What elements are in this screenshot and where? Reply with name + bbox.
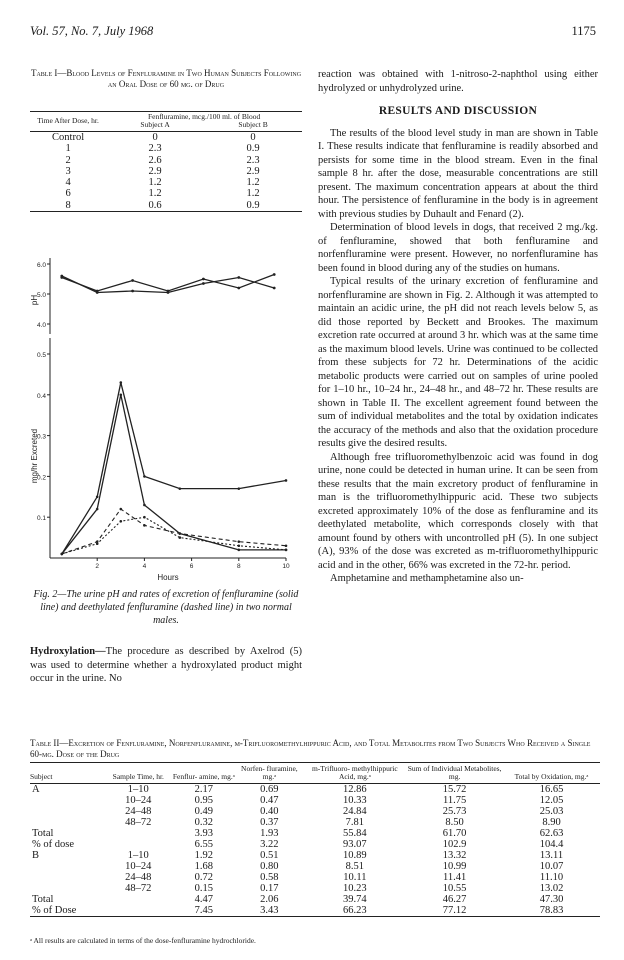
table2-cell: 24–48 — [125, 872, 152, 883]
table2-cell: 16.65 — [539, 784, 564, 795]
table1-cell: Control — [52, 132, 85, 143]
excretion-data-point — [179, 532, 182, 535]
table2-cell: 11.10 — [539, 872, 564, 883]
table2-header: Norfen- fluramine, mg.ᵃ — [235, 763, 303, 784]
table2-cell: 0.95 — [194, 795, 214, 806]
table1 — [30, 111, 302, 212]
ph-data-point — [202, 282, 205, 285]
ph-data-point — [237, 276, 240, 279]
table2-cell: 61.70 — [442, 828, 467, 839]
table1-cell: 1.2 — [148, 188, 162, 200]
table1-body — [30, 132, 302, 212]
table2-row — [30, 894, 600, 905]
table2-cell: 0.15 — [194, 883, 214, 894]
table2-cell: 12.86 — [343, 784, 367, 795]
table2-cell: 48–72 — [125, 883, 152, 894]
ph-data-point — [131, 290, 134, 293]
table2-row — [30, 784, 600, 796]
table2-cell: 2.06 — [260, 894, 279, 905]
paragraph-1: The results of the blood level study in man are shown in Table I. These results indicate that fenfluramine is readily absorbed and persists for some time in the blood stream. Even in the final sample 8 hr. after the dose, measurable concentrations are still present. The maximum concentration appears at about the third hour. The persistence of fenfluramine in the body is in agreement with previous studies by Duhault and Fenard (2). — [318, 127, 598, 220]
table1-cell: 0.9 — [246, 143, 260, 155]
figure-caption: Fig. 2—The urine pH and rates of excretion of fenfluramine (solid line) and deethylated fenfluramine (dashed line) in two normal males. — [33, 589, 299, 626]
ph-data-point — [96, 291, 99, 294]
ph-data-point — [202, 278, 205, 281]
table2-cell: 0.49 — [194, 806, 214, 817]
table1-cell: 1.2 — [148, 177, 162, 189]
table1-cell: 6 — [65, 188, 71, 200]
table2-row — [30, 905, 600, 916]
paragraph-0: reaction was obtained with 1-nitroso-2-naphthol using either hydrolyzed or unhydrolyzed urine. — [318, 69, 598, 94]
table2-cell — [104, 828, 172, 839]
table2-cell — [30, 795, 104, 806]
table2-cell: 1.68 — [194, 861, 214, 872]
excretion-data-point — [285, 544, 288, 547]
table2-cell — [30, 861, 104, 872]
paragraph-4: Although free trifluoromethylbenzoic acid was found in dog urine, none could be detected in human urine. It can be seen from these results that the main excretory product of fenfluramine in man is the trifluoromethylhippuric acid. These two subjects excreted approximately 10% of the dose as fenfluramine and its deethylated metabolite, which corresponds closely with that amount found by others with uncontrolled pH (5). In one subject (A), 93% of the dose was excreted as m-trifluoromethylhippuric acid and in the other, 66% was excreted in the 72-hr. period. — [318, 451, 598, 571]
excretion-data-point — [238, 549, 241, 552]
table2-cell: 10.23 — [343, 883, 367, 894]
right-column — [318, 68, 598, 586]
ph-series-line — [62, 275, 274, 292]
table2-cell: 11.41 — [442, 872, 467, 883]
table2-cell: 10.99 — [442, 861, 467, 872]
left-body-paragraph: Hydroxylation—The procedure as described by Axelrod (5) was used to determine whether a hydroxylated product might occur in the urine. No — [30, 646, 302, 684]
table2-cell — [104, 894, 172, 905]
table2-cell: 10.11 — [343, 872, 367, 883]
table1-row — [30, 200, 302, 211]
table1-cell: 8 — [65, 199, 71, 211]
table2-cell: 0.32 — [194, 817, 214, 828]
excretion-x-tick-label: 2 — [95, 563, 100, 570]
excretion-data-point — [179, 487, 182, 490]
excretion-y-tick-label: 0.2 — [36, 474, 46, 482]
table2-cell: 25.73 — [442, 806, 467, 817]
table2-caption: Table II—Excretion of Fenfluramine, Norfenfluramine, m-Trifluoromethylhippuric Acid, and Total Metabolites from Two Subjects Who Received a Single 60-mg. Dose of the Drug — [30, 738, 591, 759]
ph-y-tick-label: 6.0 — [36, 262, 46, 269]
ph-chart — [30, 258, 276, 334]
table2-row — [30, 872, 600, 883]
table1-cell: 0 — [250, 132, 256, 143]
table2-cell: 8.50 — [445, 817, 464, 828]
table2-cell: 1.93 — [260, 828, 279, 839]
table2-row — [30, 806, 600, 817]
paragraph-2: Determination of blood levels in dogs, that received 2 mg./kg. of fenfluramine, showed that both fenfluramine and norfenfluramine were present. However, no norfenfluramine has been found in blood during any of the studies on humans. — [318, 222, 598, 274]
table2-cell: 4.47 — [194, 894, 214, 905]
excretion-data-point — [120, 381, 123, 384]
table2-header: Subject — [30, 763, 104, 784]
table2-row — [30, 828, 600, 839]
table2-cell: 10–24 — [125, 795, 152, 806]
running-header-left: Vol. 57, No. 7, July 1968 — [30, 24, 154, 38]
ph-data-point — [167, 291, 170, 294]
excretion-x-tick-label: 8 — [236, 563, 241, 570]
table2 — [30, 762, 600, 917]
excretion-x-tick-label: 4 — [142, 563, 147, 570]
table1-cell: 1.2 — [246, 177, 260, 189]
table2-row — [30, 817, 600, 828]
excretion-y-tick-label: 0.1 — [36, 515, 46, 523]
table2-cell: 10.55 — [442, 883, 467, 894]
excretion-data-point — [143, 504, 146, 507]
excretion-data-point — [238, 544, 241, 547]
paragraph-3: Typical results of the urinary excretion of fenfluramine and norfenfluramine are shown in Fig. 2. Although it was attempted to maintain an acidic urine, the pH did not reach levels below 5, as did those reported by Beckett and Brookes. The maximum excretion rate occurred at around 3 hr. which was at the same time as the maximum blood levels. Urine was continued to be collected from these subjects for 72 hr. Determinations of the acidic metabolic products were carried out on samples of urine pooled for 1–10 hr., 10–24 hr., 24–48 hr., and 48–72 hr. These results are shown in Table II. The excellent agreement found between the sum of individual metabolites and the total by oxidation indicates the accuracy of the methods and also that the oxidation procedure results give the desired results. — [318, 276, 598, 449]
table2-cell: 0.37 — [260, 817, 279, 828]
table2-row — [30, 883, 600, 894]
table1-cell: 0 — [152, 132, 158, 143]
table1-group-header: Fenfluramine, mcg./100 ml. of Blood Subject A Subject B — [106, 112, 302, 132]
table2-cell: 0.40 — [260, 806, 279, 817]
table1-row — [30, 177, 302, 188]
table1-row — [30, 166, 302, 177]
excretion-data-point — [96, 496, 99, 499]
excretion-data-point — [120, 520, 123, 523]
table2-cell: 11.75 — [442, 795, 467, 806]
ph-data-point — [273, 287, 276, 290]
table2-cell: 3.43 — [260, 905, 279, 916]
table2-cell: 48–72 — [125, 817, 152, 828]
table2-cell: % of dose — [32, 839, 74, 850]
excretion-data-point — [96, 542, 99, 545]
table2-cell: 13.02 — [539, 883, 564, 894]
table2-cell: 1–10 — [127, 784, 149, 795]
ph-data-point — [237, 287, 240, 290]
table2-cell: 2.17 — [194, 784, 214, 795]
table2-cell: 0.69 — [260, 784, 279, 795]
figure-2 — [30, 252, 302, 582]
excretion-data-point — [238, 540, 241, 543]
table2-row — [30, 839, 600, 850]
excretion-y-tick-label: 0.3 — [36, 433, 46, 441]
excretion-y-tick-label: 0.4 — [36, 392, 46, 400]
table2-cell: 8.51 — [345, 861, 365, 872]
table1-subject-b: Subject B — [238, 120, 268, 129]
table2-cell: 7.45 — [194, 905, 214, 916]
table1-cell: 1 — [65, 143, 71, 155]
excretion-data-point — [120, 508, 123, 511]
table1-cell: 2.3 — [148, 143, 162, 155]
table1-row — [30, 155, 302, 166]
table2-cell: 77.12 — [442, 905, 467, 916]
table2-cell — [104, 839, 172, 850]
table2-body — [30, 784, 600, 917]
table1-cell: 2.9 — [148, 165, 162, 177]
section-heading: RESULTS AND DISCUSSION — [378, 105, 538, 117]
excretion-data-point — [285, 549, 288, 552]
ph-data-point — [60, 275, 63, 278]
table2-cell: 0.17 — [260, 883, 279, 894]
ph-y-tick-label: 5.0 — [36, 292, 46, 299]
table2-header: Fenflur- amine, mg.ᵃ — [172, 763, 235, 784]
table2-cell: 62.63 — [539, 828, 564, 839]
paragraph-5: Amphetamine and methamphetamine also un- — [330, 573, 524, 584]
excretion-y-tick-label: 0.5 — [36, 352, 46, 359]
table2-cell: 7.81 — [345, 817, 365, 828]
excretion-x-label: Hours — [157, 573, 179, 582]
table1-row — [30, 132, 302, 144]
excretion-data-point — [143, 475, 146, 478]
table2-header: Sum of Individual Metabolites, mg. — [406, 763, 503, 784]
table2-header-row — [30, 763, 600, 784]
table2-cell: 39.74 — [343, 894, 367, 905]
excretion-series-line — [62, 509, 286, 554]
table2-cell: 10.89 — [343, 850, 367, 861]
table2-cell: 0.47 — [260, 795, 279, 806]
table2-cell: % of Dose — [32, 905, 77, 916]
excretion-x-tick-label: 6 — [189, 563, 194, 570]
table2-cell: 93.07 — [343, 839, 367, 850]
table2-cell: 10–24 — [125, 861, 152, 872]
table2-cell: 6.55 — [194, 839, 214, 850]
excretion-chart — [30, 338, 290, 582]
page-number: 1175 — [571, 24, 596, 38]
excretion-data-point — [238, 487, 241, 490]
ph-y-tick-label: 4.0 — [36, 322, 46, 329]
table2-cell: 104.4 — [539, 839, 564, 850]
excretion-data-point — [143, 524, 146, 527]
table2-cell: Total — [32, 828, 54, 839]
table2-cell: 46.27 — [442, 894, 467, 905]
table2-cell — [30, 817, 104, 828]
table1-caption: Table I—Blood Levels of Fenfluramine in Two Human Subjects Following an Oral Dose of 60 mg. of Drug — [30, 68, 302, 89]
table2-row — [30, 861, 600, 872]
table1-cell: 2.9 — [246, 165, 260, 177]
excretion-data-point — [96, 508, 99, 511]
table1-cell: 4 — [65, 177, 71, 189]
table1-cell: 2.3 — [246, 154, 260, 166]
excretion-data-point — [61, 553, 64, 556]
table2-cell: 3.22 — [260, 839, 279, 850]
table2-cell — [104, 905, 172, 916]
table1-col-time: Time After Dose, hr. — [30, 112, 106, 132]
excretion-x-tick-label: 10 — [282, 563, 290, 570]
table2-cell: 78.83 — [539, 905, 564, 916]
ph-data-point — [131, 279, 134, 282]
table2-cell — [30, 806, 104, 817]
excretion-y-label: mg/hr Excreted — [30, 428, 39, 484]
table2-cell: 12.05 — [539, 795, 564, 806]
table2-header: Total by Oxidation, mg.ᵃ — [503, 763, 600, 784]
excretion-data-point — [285, 479, 288, 482]
table2-cell: 0.80 — [260, 861, 279, 872]
excretion-data-point — [179, 536, 182, 539]
ph-y-label: pH — [30, 294, 39, 306]
table2-cell: 102.9 — [442, 839, 467, 850]
excretion-series-line — [62, 395, 286, 554]
table2-cell: Total — [32, 894, 54, 905]
table1-cell: 2.6 — [148, 154, 162, 166]
table1-cell: 1.2 — [246, 188, 260, 200]
table2-row — [30, 795, 600, 806]
table2-cell: 8.90 — [542, 817, 561, 828]
table2-row — [30, 850, 600, 861]
table1-cell: 0.6 — [148, 199, 162, 211]
table1-row — [30, 188, 302, 199]
table2-header: m-Trifluoro- methylhippuric Acid, mg.ᵃ — [304, 763, 407, 784]
table2-cell: 15.72 — [442, 784, 467, 795]
table2-cell: 66.23 — [343, 905, 367, 916]
table2-footnote: ᵃ All results are calculated in terms of the dose-fenfluramine hydrochloride. — [30, 936, 256, 945]
table2-cell: 24–48 — [125, 806, 152, 817]
table1-subject-a: Subject A — [140, 120, 170, 129]
table2-cell: 1–10 — [127, 850, 149, 861]
table2-header: Sample Time, hr. — [104, 763, 172, 784]
table2-cell: 13.32 — [442, 850, 467, 861]
table2-cell: 1.92 — [194, 850, 214, 861]
table2-cell: 0.58 — [260, 872, 279, 883]
table1-row — [30, 143, 302, 154]
excretion-data-point — [120, 394, 123, 397]
table2-cell: 13.11 — [539, 850, 564, 861]
table2-cell: 10.33 — [343, 795, 367, 806]
table2-cell: B — [32, 850, 40, 861]
table1-cell: 2 — [65, 154, 71, 166]
table2-cell: 55.84 — [343, 828, 367, 839]
ph-data-point — [273, 273, 276, 276]
hydroxylation-run-in: Hydroxylation— — [30, 646, 106, 657]
table2-cell: 0.51 — [260, 850, 279, 861]
excretion-data-point — [143, 516, 146, 519]
excretion-series-line — [62, 517, 286, 554]
table2-cell — [30, 883, 104, 894]
table2-cell: 47.30 — [539, 894, 564, 905]
table2-cell: 10.07 — [539, 861, 564, 872]
table2-cell: 25.03 — [539, 806, 564, 817]
table2-cell: 0.72 — [194, 872, 214, 883]
table2-cell: 24.84 — [343, 806, 367, 817]
table1-cell: 3 — [65, 165, 71, 177]
table2-cell: A — [32, 784, 40, 795]
table2-cell — [30, 872, 104, 883]
table1-cell: 0.9 — [246, 199, 260, 211]
table2-cell: 3.93 — [194, 828, 214, 839]
